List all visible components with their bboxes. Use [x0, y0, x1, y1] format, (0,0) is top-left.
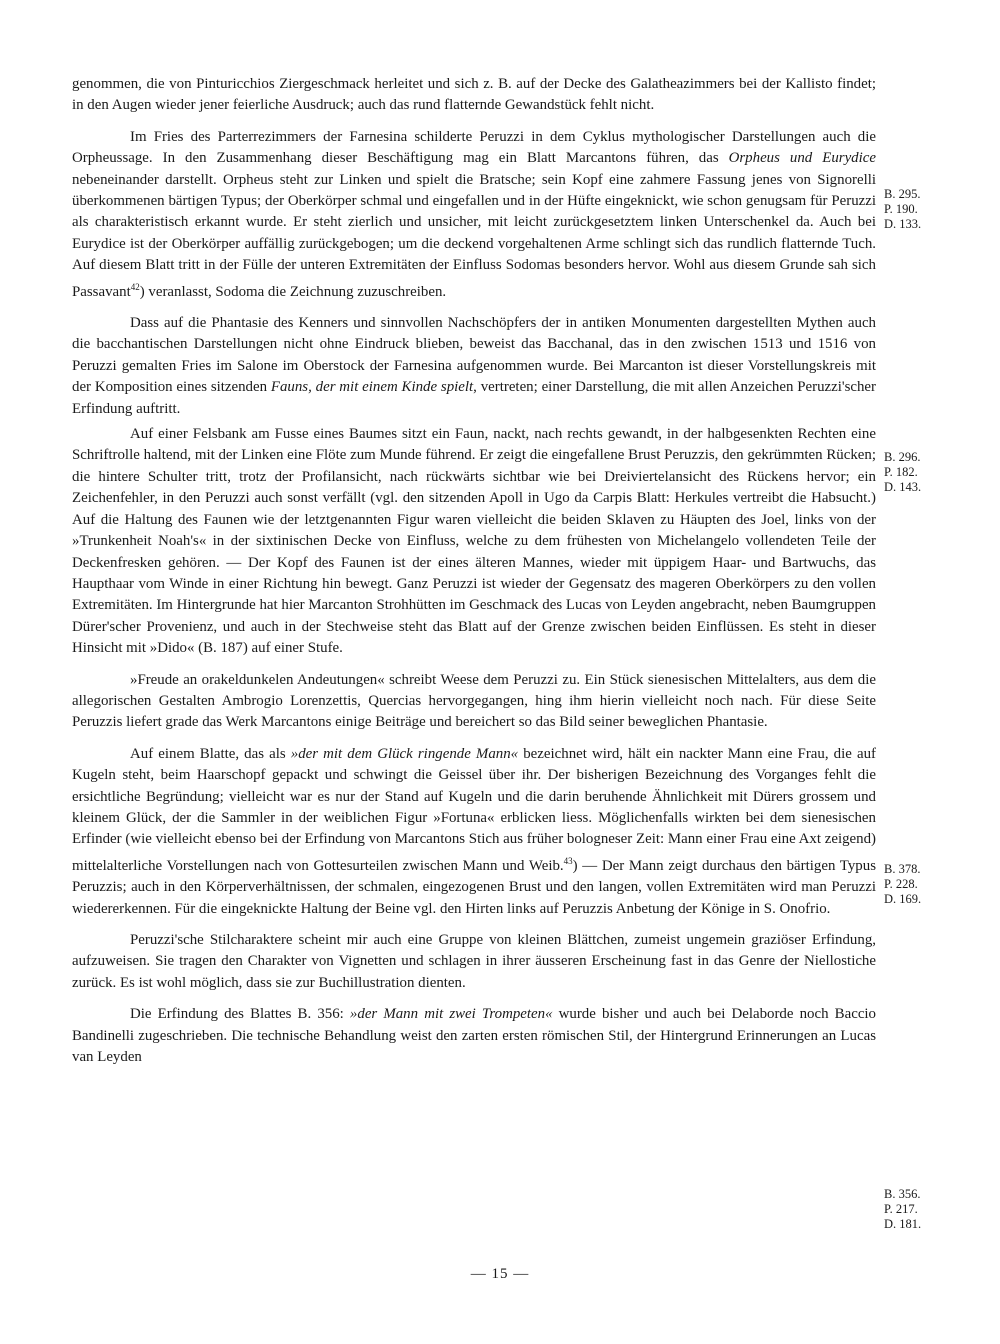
- paragraph-vignetten: Peruzzi'sche Stilcharaktere scheint mir auch eine Gruppe von kleinen Blättchen, zumeist ungemein graziöser Erfindung, aufzuweisen. Sie tragen den Charakter von Vignetten und schlagen in ihrer äusseren Erscheinung fast in das Genre der Niellostiche zurück. Es ist wohl möglich, dass sie zur Buchillustration dienten.: [72, 931, 876, 991]
- paragraph-trompeten: Die Erfindung des Blattes B. 356: »der Mann mit zwei Trompeten« wurde bisher und auch bei Delaborde noch Baccio Bandinelli zugeschrieben. Die technische Behandlung weist den zarten ersten römischen Stil, der Hintergrund Erinnerungen an Lucas van Leyden: [72, 1006, 877, 1065]
- footnote-ref: 43: [563, 855, 573, 866]
- paragraph-faun: Auf einer Felsbank am Fusse eines Baumes sitzt ein Faun, nackt, nach rechts gewandt, in der halbgesenkten Rechten eine Schriftrolle haltend, mit der Linken eine Flöte zum Munde führend. Er zeigt die eingefallene Brust Peruzzis, den gekrümmten Rücken; die hintere Schulter tritt, trotz der Profilansicht, nach rückwärts sichtbar wie bei Dreiviertelansicht des Rückens hervor; ein Zeichenfehler, in den Peruzzi auch sonst verfällt (vgl. den sitzenden Apoll in Ugo da Carpis Blatt: Herkules vertreibt die Habsucht.) Auf die Haltung des Faunen wie der letztgenannten Figur waren vielleicht die beiden Sklaven zu Häupten des Joel, links von der »Trunkenheit Noah's« in der sixtinischen Decke von Einfluss, welche zu dem frühesten von Michelangelo vollendeten Teile der Deckenfresken gehören. — Der Kopf des Faunen ist der eines älteren Mannes, wieder mit üppigem Haar- und Bartwuchs, das Haupthaar vom Winde in einer Richtung hin bewegt. Ganz Peruzzi ist wieder der Gegensatz des mageren Oberkörpers zu den vollen Extremitäten. Im Hintergrunde hat hier Marcanton Strohhütten im Geschmack des Lucas von Leyden angebracht, neben Baumgruppen Dürer'scher Provenienz, und auch in der Stechweise steht das Blatt auf der Grenze zwischen beiden Einflüssen. Es steht in dieser Hinsicht mit »Dido« (B. 187) auf einer Stufe.: [72, 426, 876, 657]
- footnote-ref: 42: [130, 281, 140, 292]
- main-text: [72, 74, 876, 1068]
- artwork-title: »der Mann mit zwei Trompeten«: [349, 1006, 553, 1023]
- artwork-title: Orpheus und Eurydice: [728, 150, 876, 167]
- marginal-reference: B. 356. P. 217. D. 181.: [884, 1187, 922, 1231]
- marginal-reference: B. 295. P. 190. D. 133.: [884, 187, 922, 231]
- marginal-reference: B. 296. P. 182. D. 143.: [884, 450, 922, 494]
- paragraph-orpheus: Im Fries des Parterrezimmers der Farnesina schilderte Peruzzi in dem Cyklus mythologischer Darstellungen auch die Orpheussage. In den Zusammenhang dieser Beschäftigung mag ein Blatt Marcantons führen, das Orpheus und Eurydice nebeneinander darstellt. Orpheus steht zur Linken und spielt die Bratsche; sein Kopf eine zahmere Fassung jenes von Signorelli überkommenen bärtigen Typus; der Oberkörper schmal und eingefallen und in der Hüfte eingeknickt, wie schon genugsam für Peruzzi als charakteristisch erkannt wurde. Er steht zierlich und unsicher, mit leicht zurückgesetztem linken Unterschenkel da. Auch bei Eurydice ist der Oberkörper auffällig zurückgebogen; um die deckend vorgehaltenen Arme schlingt sich das rundlich flatternde Tuch. Auf diesem Blatt tritt in der Fülle der unteren Extremitäten der Einfluss Sodomas besonders hervor. Wohl aus diesem Grunde sah sich Passavant$^{42}$) veranlasst, Sodoma die Zeichnung zuzuschreiben.: [72, 128, 876, 300]
- paragraph-continuation: genommen, die von Pinturicchios Ziergeschmack herleitet und sich z. B. auf der Decke des Galatheazimmers bei der Kallisto findet; in den Augen wieder jener feierliche Ausdruck; auch das rund flatternde Gewandstück fehlt nicht.: [72, 76, 876, 114]
- page-number: — 15 —: [470, 1266, 530, 1282]
- artwork-title: Fauns, der mit einem Kinde spielt: [270, 379, 474, 396]
- artwork-title: »der mit dem Glück ringende Mann«: [290, 745, 519, 762]
- paragraph-glueck: Auf einem Blatte, das als »der mit dem Glück ringende Mann« bezeichnet wird, hält ein nackter Mann eine Frau, die auf Kugeln steht, beim Haarschopf gepackt und schwingt die Geissel über ihr. Der bisherigen Bezeichnung des Vorganges fehlt die ersichtliche Begründung; vielleicht war es nur der Stand auf Kugeln und die darin beruhende Ähnlichkeit mit Dürers grossem und kleinem Glück, der die Sammler in der weiblichen Figur »Fortuna« erblicken liess. Möglichenfalls wirkten bei dem sienesischen Erfinder (wie vielleicht ebenso bei der Erfindung von Marcantons Stich aus früher bologneser Zeit: Mann einer Frau eine Axt zeigend) mittelalterliche Vorstellungen nach von Gottesurteilen zwischen Mann und Weib.$^{43}$) — Der Mann zeigt durchaus den bärtigen Typus Peruzzis; auch in den Körperverhältnissen, der schmalen, eingezogenen Brust und den langen, vollen Extremitäten wird man Peruzzi wiedererkennen. Für die eingeknickte Haltung der Beine vgl. den Hirten links auf Peruzzis Anbetung der Könige in S. Onofrio.: [72, 745, 876, 917]
- paragraph-weese: »Freude an orakeldunkelen Andeutungen« schreibt Weese dem Peruzzi zu. Ein Stück sienesischen Mittelalters, aus dem die allegorischen Gestalten Ambrogio Lorenzettis, Quercias hervorgegangen, hing ihm hierin vielleicht noch nach. Für diese Seite Peruzzis liefert grade das Werk Marcantons einige Beiträge und bereichert so das Bild seiner beweglichen Phantasie.: [72, 671, 876, 731]
- marginal-reference: B. 378. P. 228. D. 169.: [884, 862, 922, 906]
- paragraph-bacchanal: Dass auf die Phantasie des Kenners und sinnvollen Nachschöpfers der in antiken Monumenten dargestellten Mythen auch die bacchantischen Darstellungen nicht ohne Eindruck blieben, beweist das Bacchanal, das in den zwischen 1513 und 1516 von Peruzzi gemalten Fries im Salone im Oberstock der Farnesina aufgenommen wurde. Bei Marcanton ist dieser Vorstellungskreis mit der Komposition eines sitzenden Fauns, der mit einem Kinde spielt, vertreten; einer Darstellung, die mit allen Anzeichen Peruzzi'scher Erfindung auftritt.: [72, 315, 876, 417]
